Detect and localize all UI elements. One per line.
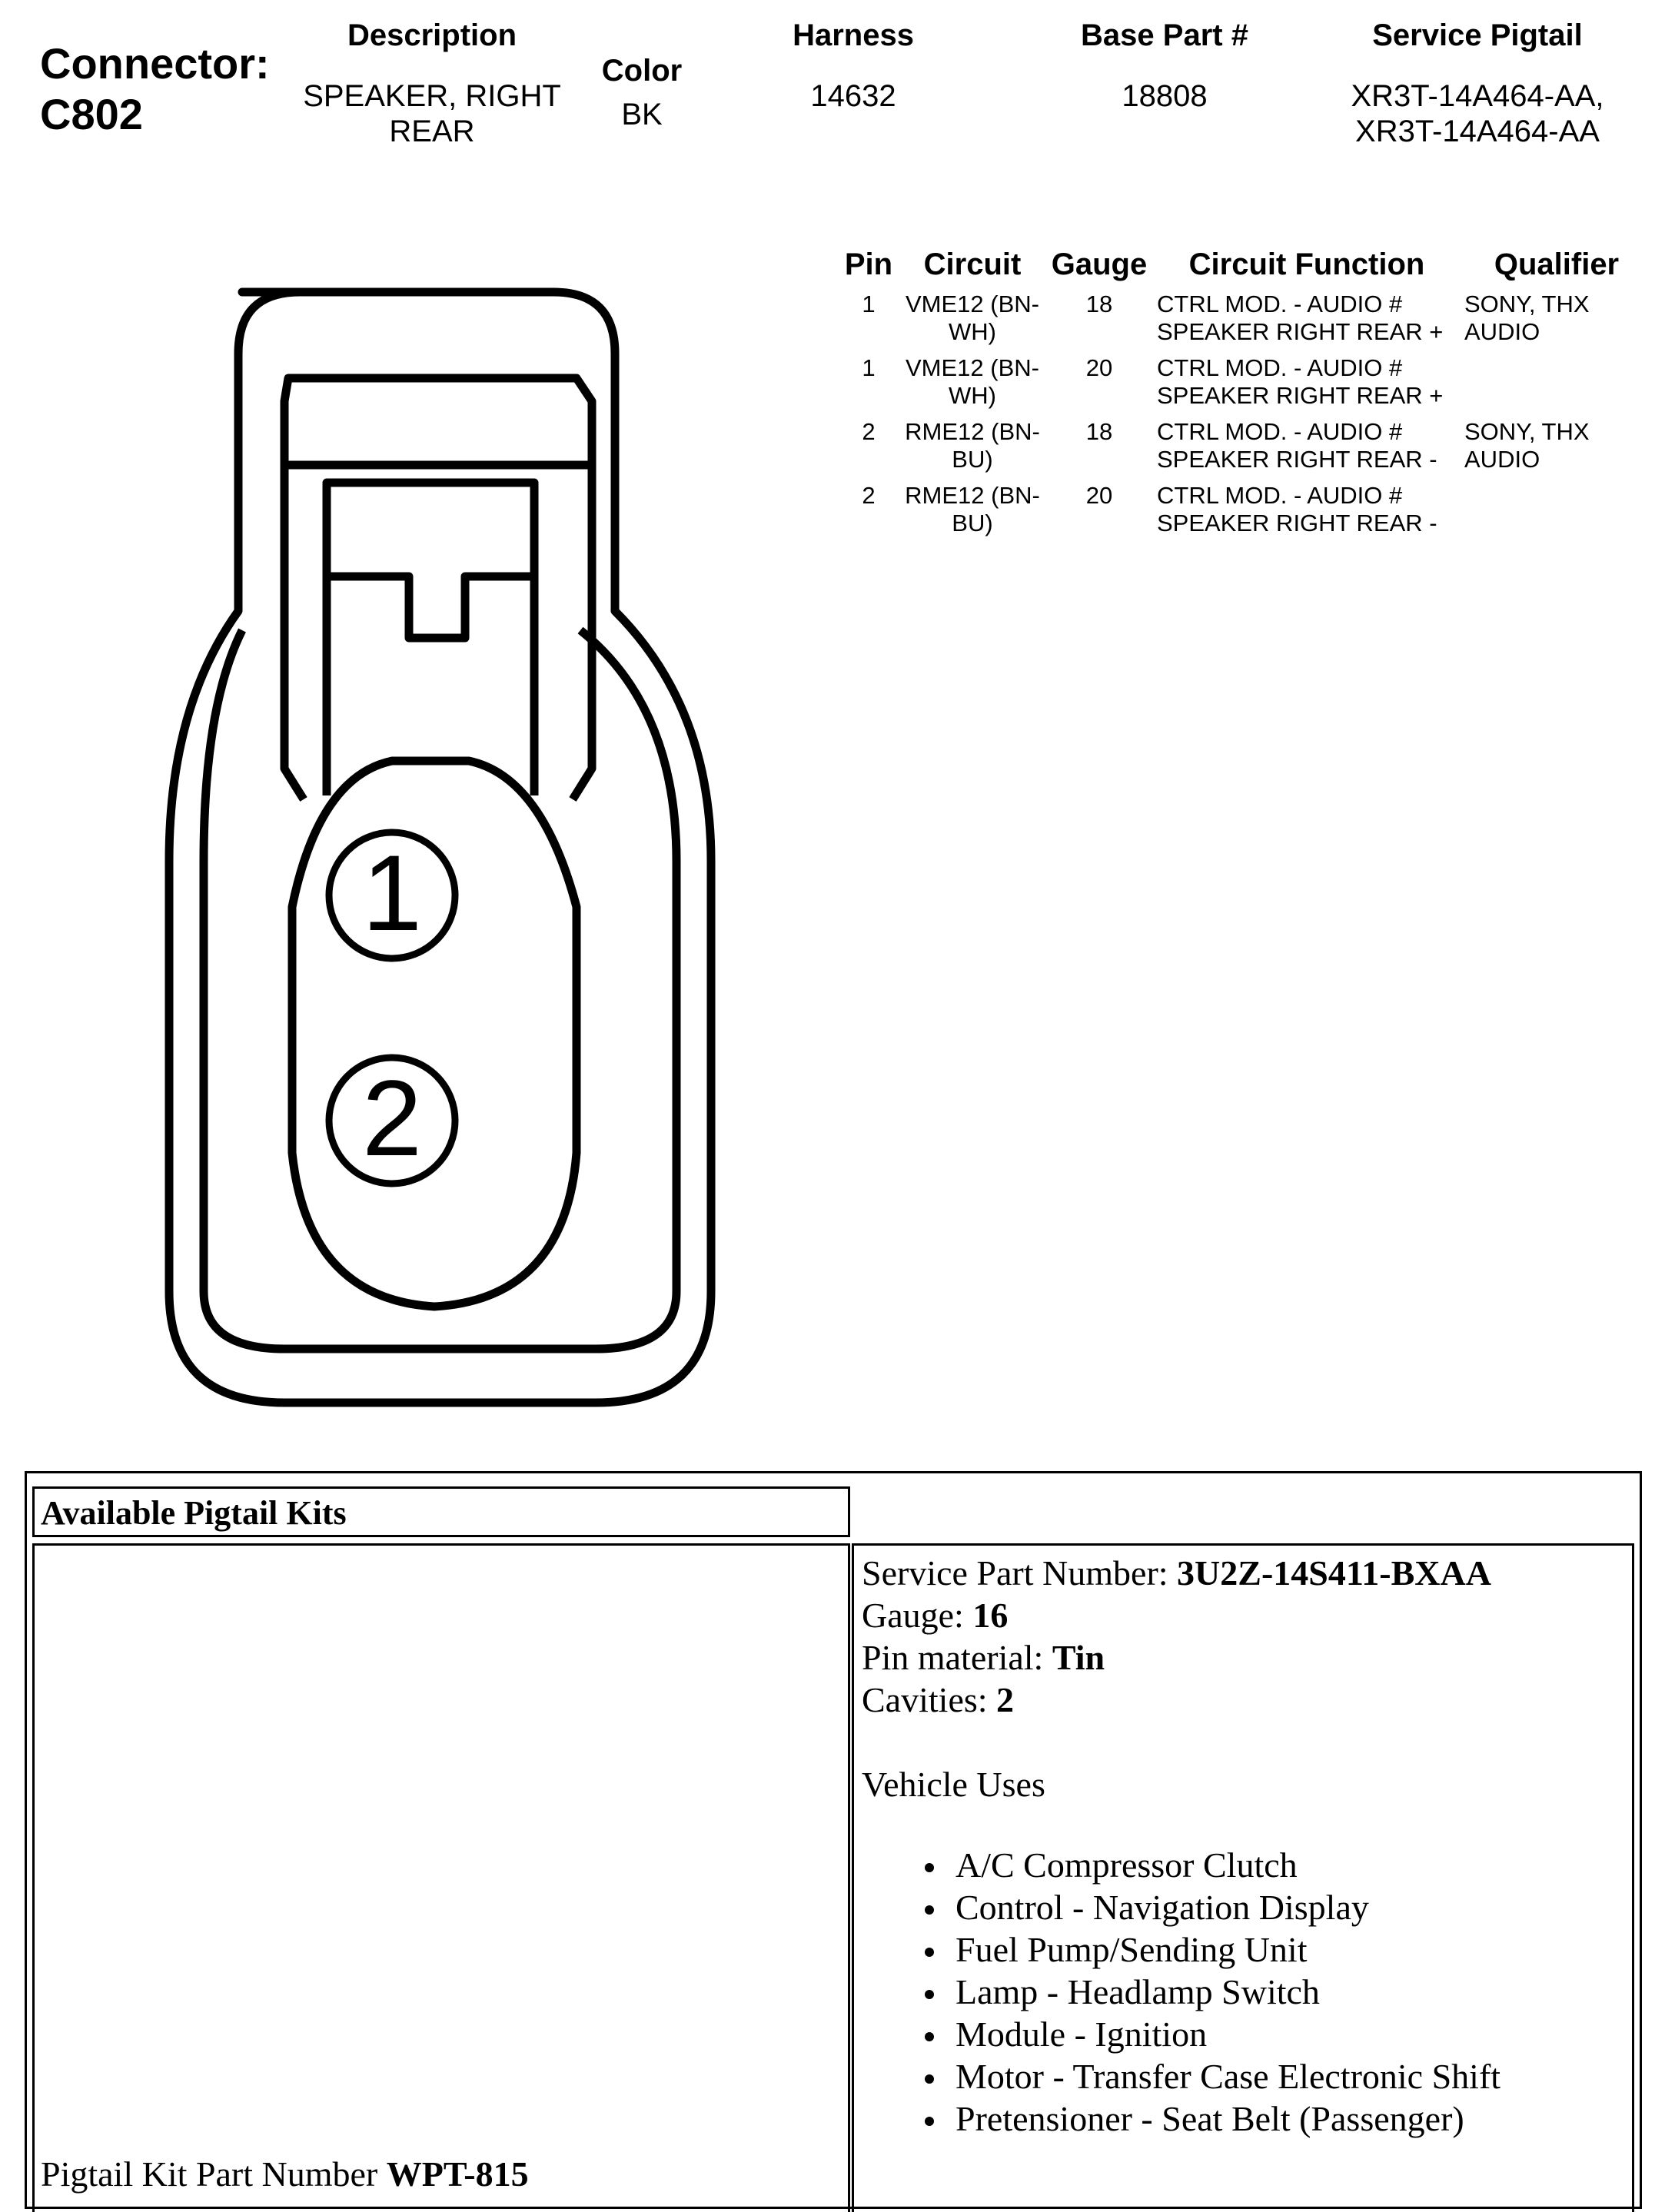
- vehicle-uses-heading: Vehicle Uses: [862, 1765, 1045, 1804]
- list-item: Module - Ignition: [862, 2013, 1500, 2055]
- pin-material-line: [862, 1636, 1500, 1679]
- pin-cell: 2: [862, 482, 876, 509]
- list-item: A/C Compressor Clutch: [862, 1844, 1500, 1886]
- list-item: Control - Navigation Display: [862, 1886, 1500, 1928]
- gauge-cell: 20: [1085, 482, 1113, 509]
- pigtail-kit-image-cell: [32, 1543, 850, 2212]
- cavity-2-label: 2: [362, 1058, 422, 1178]
- pin-cell: 1: [862, 354, 876, 381]
- vehicle-uses-list: [862, 1844, 1500, 2140]
- list-item: Motor - Transfer Case Electronic Shift: [862, 2055, 1500, 2097]
- pin-table-header-function: Circuit Function: [1188, 247, 1425, 281]
- latch-frame: [284, 378, 592, 465]
- pigtail-kit-title: Available Pigtail Kits: [41, 1494, 347, 1532]
- function-cell: CTRL MOD. - AUDIO # SPEAKER RIGHT REAR +: [1157, 291, 1444, 345]
- housing-inner-outline: [204, 630, 676, 1349]
- list-item: Lamp - Headlamp Switch: [862, 1971, 1500, 2013]
- pin-table-header-gauge: Gauge: [1051, 247, 1148, 281]
- description-label: Description: [347, 18, 517, 52]
- pin-table-header-qualifier: Qualifier: [1494, 247, 1620, 281]
- pin-table-header-circuit: Circuit: [923, 247, 1022, 281]
- pin-cell: 2: [862, 418, 876, 445]
- list-item: Pretensioner - Seat Belt (Passenger): [862, 2097, 1500, 2140]
- pigtail-kit-part-number: [41, 2154, 529, 2195]
- pin-cell: 1: [862, 291, 876, 317]
- description-block: [286, 17, 578, 149]
- color-label: Color: [601, 54, 683, 88]
- description-value: SPEAKER, RIGHT REAR: [303, 79, 561, 148]
- connector-face-diagram: [138, 277, 738, 1414]
- gauge-cell: 18: [1085, 418, 1113, 445]
- pigtail-kit-info-cell: [852, 1543, 1634, 2212]
- connector-heading: [40, 38, 270, 140]
- latch-arm-left: [284, 465, 304, 799]
- circuit-cell: RME12 (BN-BU): [905, 418, 1040, 473]
- service-part-line: [862, 1552, 1500, 1594]
- pigtail-kit-part-value: WPT-815: [386, 2154, 529, 2194]
- pin-material-value: Tin: [1052, 1638, 1105, 1677]
- gauge-cell: 20: [1085, 354, 1113, 381]
- gauge-cell: 18: [1085, 291, 1113, 317]
- circuit-cell: VME12 (BN-WH): [906, 354, 1039, 409]
- base-part-value: 18808: [1122, 79, 1208, 113]
- service-pigtail-label: Service Pigtail: [1372, 18, 1583, 52]
- function-cell: CTRL MOD. - AUDIO # SPEAKER RIGHT REAR -: [1157, 418, 1437, 473]
- pin-material-label: Pin material:: [862, 1638, 1044, 1677]
- pin-table-header-pin: Pin: [844, 247, 893, 281]
- harness-block: [769, 17, 938, 114]
- harness-value: 14632: [810, 79, 896, 113]
- pin-carrier: [292, 761, 577, 1307]
- color-value: BK: [621, 98, 663, 131]
- pigtail-kit-title-cell: [32, 1486, 850, 1537]
- base-part-label: Base Part #: [1081, 18, 1248, 52]
- service-pigtail-block: [1331, 17, 1623, 149]
- function-cell: CTRL MOD. - AUDIO # SPEAKER RIGHT REAR +: [1157, 354, 1444, 409]
- pigtail-kit-part-label: Pigtail Kit Part Number: [41, 2154, 378, 2194]
- color-block: [580, 52, 703, 132]
- service-part-label: Service Part Number:: [862, 1553, 1168, 1593]
- circuit-cell: RME12 (BN-BU): [905, 482, 1040, 536]
- circuit-cell: VME12 (BN-WH): [906, 291, 1039, 345]
- base-part-block: [1061, 17, 1268, 114]
- pigtail-kit-info: [862, 1552, 1500, 2140]
- service-part-value: 3U2Z-14S411-BXAA: [1177, 1553, 1491, 1593]
- function-cell: CTRL MOD. - AUDIO # SPEAKER RIGHT REAR -: [1157, 482, 1437, 536]
- qualifier-cell: SONY, THX AUDIO: [1464, 291, 1590, 345]
- gauge-label: Gauge:: [862, 1596, 964, 1635]
- service-pigtail-value: XR3T-14A464-AA,XR3T-14A464-AA: [1351, 79, 1604, 148]
- cavity-1-label: 1: [362, 832, 422, 953]
- lock-tab-notch: [327, 576, 534, 638]
- list-item: Fuel Pump/Sending Unit: [862, 1928, 1500, 1971]
- gauge-line: [862, 1594, 1500, 1636]
- harness-label: Harness: [793, 18, 914, 52]
- qualifier-cell: SONY, THX AUDIO: [1464, 418, 1590, 473]
- housing-outer-outline: [169, 292, 711, 1403]
- gauge-value: 16: [972, 1596, 1009, 1635]
- connector-id: C802: [40, 90, 143, 138]
- cavities-value: 2: [996, 1680, 1015, 1719]
- connector-label: Connector:: [40, 39, 270, 88]
- cavities-line: [862, 1679, 1500, 1721]
- cavities-label: Cavities:: [862, 1680, 988, 1719]
